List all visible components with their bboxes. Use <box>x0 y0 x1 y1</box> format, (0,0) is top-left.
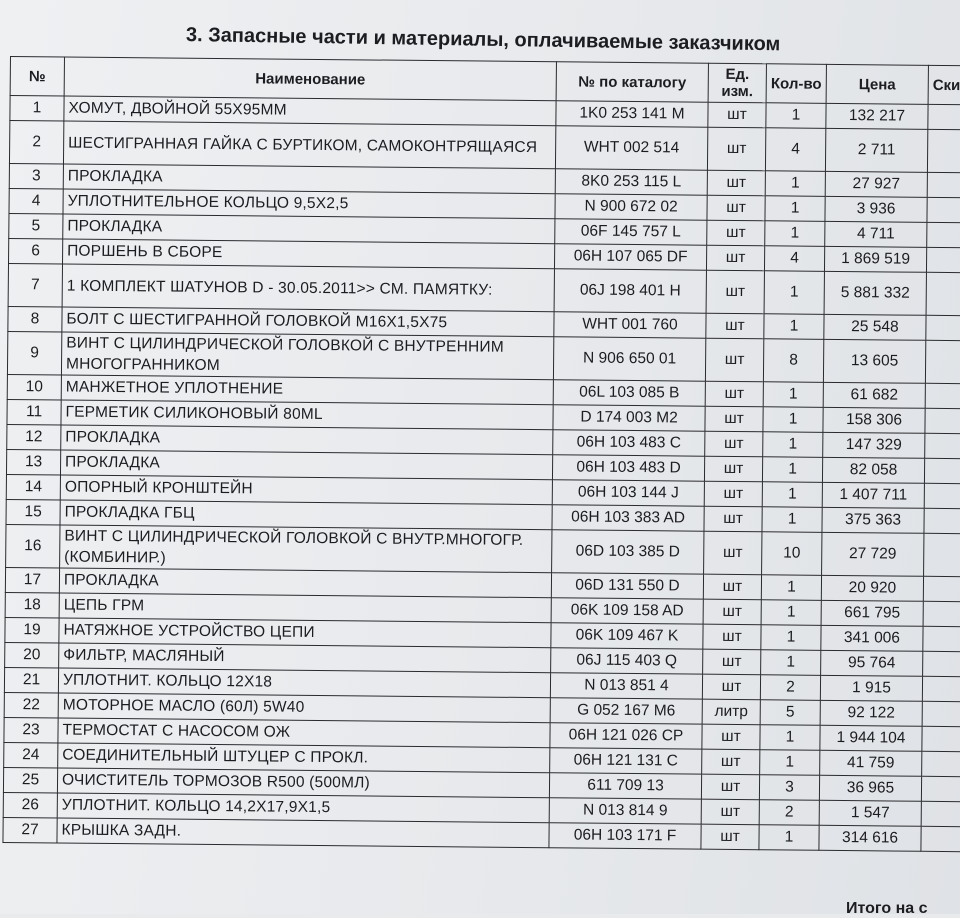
row-catalog: 06D 103 385 D <box>552 530 704 574</box>
row-name: ПРОКЛАДКА <box>63 214 555 244</box>
row-num: 25 <box>3 767 57 793</box>
row-discount <box>922 726 960 751</box>
row-price: 1 944 104 <box>820 725 922 751</box>
row-qty: 1 <box>763 432 823 458</box>
row-price: 20 920 <box>821 575 923 601</box>
row-discount <box>924 508 960 533</box>
row-discount <box>926 315 960 340</box>
row-qty: 1 <box>761 625 821 651</box>
row-discount <box>925 433 960 458</box>
row-num: 27 <box>3 817 57 843</box>
row-discount <box>925 408 960 433</box>
row-discount <box>921 826 960 851</box>
row-unit: шт <box>705 406 763 432</box>
table-body <box>3 96 960 852</box>
row-qty: 5 <box>760 700 820 726</box>
row-unit: шт <box>705 338 763 382</box>
row-name: УПЛОТНИТЕЛЬНОЕ КОЛЬЦО 9,5Х2,5 <box>63 189 555 219</box>
row-num: 2 <box>9 121 63 165</box>
row-qty: 1 <box>762 507 822 533</box>
row-qty: 1 <box>760 725 820 751</box>
row-num: 14 <box>6 474 60 500</box>
row-num: 12 <box>7 424 61 450</box>
row-catalog: 1K0 253 141 M <box>556 101 708 127</box>
row-catalog: 06H 103 483 C <box>553 430 705 456</box>
row-discount <box>924 533 960 576</box>
row-num: 18 <box>5 592 59 618</box>
row-qty: 4 <box>764 246 824 272</box>
row-discount <box>925 340 960 383</box>
header-qty: Кол-во <box>766 64 826 104</box>
row-discount <box>927 172 960 197</box>
row-num: 1 <box>10 96 64 122</box>
row-price: 41 759 <box>820 750 922 776</box>
row-price: 5 881 332 <box>824 271 926 315</box>
row-catalog: 06H 103 144 J <box>552 480 704 506</box>
row-catalog: 8K0 253 115 L <box>555 169 707 195</box>
row-unit: шт <box>705 381 763 407</box>
row-discount <box>922 701 960 726</box>
row-price: 27 927 <box>825 171 927 197</box>
row-unit: шт <box>702 749 760 775</box>
total-label: Итого на с <box>846 900 928 917</box>
header-unit: Ед. изм. <box>708 63 766 103</box>
row-name: ПРОКЛАДКА <box>60 450 552 480</box>
row-num: 21 <box>4 667 58 693</box>
row-price: 1 869 519 <box>824 246 926 272</box>
row-discount <box>928 104 960 129</box>
row-catalog: 06H 103 383 AD <box>552 505 704 531</box>
row-discount <box>923 626 960 651</box>
row-num: 24 <box>4 742 58 768</box>
row-name: ВИНТ С ЦИЛИНДРИЧЕСКОЙ ГОЛОВКОЙ С ВНУТРЕННИМ МНОГОГРАННИКОМ <box>61 332 553 380</box>
row-qty: 1 <box>763 382 823 408</box>
row-name: ШЕСТИГРАННАЯ ГАЙКА С БУРТИКОМ, САМОКОНТРЯЩАЯСЯ <box>63 121 555 169</box>
row-discount <box>924 458 960 483</box>
row-catalog: 06L 103 085 B <box>553 380 705 406</box>
row-num: 16 <box>6 524 60 568</box>
row-name: КРЫШКА ЗАДН. <box>57 818 549 848</box>
row-unit: шт <box>702 674 760 700</box>
row-price: 1 547 <box>819 800 921 826</box>
row-unit: шт <box>704 481 762 507</box>
row-num: 17 <box>5 567 59 593</box>
row-price: 92 122 <box>820 700 922 726</box>
row-catalog: N 900 672 02 <box>555 194 707 220</box>
row-unit: шт <box>703 574 761 600</box>
row-catalog: 06D 131 550 D <box>551 573 703 599</box>
row-catalog: N 013 814 9 <box>549 798 701 824</box>
row-price: 341 006 <box>821 625 923 651</box>
row-discount <box>923 576 960 601</box>
row-unit: шт <box>706 313 764 339</box>
section-title: 3. Запасные части и материалы, оплачиваемые заказчиком <box>185 24 781 56</box>
row-discount <box>924 483 960 508</box>
row-unit: шт <box>701 824 759 850</box>
row-qty: 1 <box>759 825 819 851</box>
row-name: ВИНТ С ЦИЛИНДРИЧЕСКОЙ ГОЛОВКОЙ С ВНУТР.МНОГОГР. (КОМБИНИР.) <box>60 525 552 573</box>
row-discount <box>922 751 960 776</box>
row-name: МОТОРНОЕ МАСЛО (60Л) 5W40 <box>58 693 550 723</box>
row-catalog: 06H 121 026 CP <box>550 723 702 749</box>
row-price: 1 915 <box>820 675 922 701</box>
row-qty: 1 <box>760 750 820 776</box>
row-num: 11 <box>7 399 61 425</box>
row-unit: литр <box>702 699 760 725</box>
row-num: 9 <box>7 331 61 375</box>
row-qty: 4 <box>765 128 825 172</box>
row-price: 132 217 <box>826 103 928 129</box>
row-name: ПОРШЕНЬ В СБОРЕ <box>63 239 555 269</box>
row-unit: шт <box>701 799 759 825</box>
row-price: 4 711 <box>825 221 927 247</box>
row-num: 7 <box>8 263 62 307</box>
row-qty: 1 <box>761 575 821 601</box>
row-qty: 1 <box>763 407 823 433</box>
row-name: ЦЕПЬ ГРМ <box>59 593 551 623</box>
row-catalog: D 174 003 M2 <box>553 405 705 431</box>
row-catalog: WHT 001 760 <box>554 312 706 338</box>
row-unit: шт <box>704 456 762 482</box>
row-qty: 2 <box>759 800 819 826</box>
row-qty: 1 <box>765 196 825 222</box>
row-catalog: 06H 107 065 DF <box>554 244 706 270</box>
row-qty: 10 <box>762 532 822 576</box>
row-discount <box>926 247 960 272</box>
row-price: 27 729 <box>822 532 924 576</box>
row-discount <box>923 601 960 626</box>
row-qty: 2 <box>760 675 820 701</box>
row-qty: 1 <box>764 271 824 315</box>
row-catalog: G 052 167 M6 <box>550 698 702 724</box>
row-catalog: 06K 109 158 AD <box>551 598 703 624</box>
row-num: 20 <box>5 642 59 668</box>
row-name: ПРОКЛАДКА <box>59 568 551 598</box>
row-catalog: 06K 109 467 K <box>551 623 703 649</box>
row-unit: шт <box>704 506 762 532</box>
row-price: 95 764 <box>821 650 923 676</box>
row-num: 19 <box>5 617 59 643</box>
row-num: 22 <box>4 692 58 718</box>
row-qty: 1 <box>764 314 824 340</box>
row-name: ТЕРМОСТАТ С НАСОСОМ ОЖ <box>58 718 550 748</box>
row-num: 26 <box>3 792 57 818</box>
row-unit: шт <box>706 245 764 271</box>
row-discount <box>921 801 960 826</box>
row-name: УПЛОТНИТ. КОЛЬЦО 14,2Х17,9Х1,5 <box>57 793 549 823</box>
row-name: НАТЯЖНОЕ УСТРОЙСТВО ЦЕПИ <box>59 618 551 648</box>
row-discount <box>927 197 960 222</box>
row-unit: шт <box>703 624 761 650</box>
header-name: Наименование <box>64 57 556 101</box>
row-discount <box>921 776 960 801</box>
row-unit: шт <box>707 195 765 221</box>
row-price: 36 965 <box>819 775 921 801</box>
row-catalog: 06H 121 131 C <box>550 748 702 774</box>
row-name: ОПОРНЫЙ КРОНШТЕЙН <box>60 475 552 505</box>
row-price: 13 605 <box>823 339 925 383</box>
row-catalog: 06H 103 483 D <box>552 455 704 481</box>
row-discount <box>926 272 960 315</box>
row-catalog: N 013 851 4 <box>550 673 702 699</box>
row-num: 13 <box>6 449 60 475</box>
row-name: БОЛТ С ШЕСТИГРАННОЙ ГОЛОВКОЙ М16Х1,5Х75 <box>62 307 554 337</box>
row-qty: 8 <box>763 339 823 383</box>
row-catalog: 06J 198 401 H <box>554 269 706 313</box>
row-price: 61 682 <box>823 382 925 408</box>
row-qty: 1 <box>761 650 821 676</box>
row-unit: шт <box>703 599 761 625</box>
row-price: 3 936 <box>825 196 927 222</box>
row-price: 314 616 <box>819 825 921 851</box>
row-num: 15 <box>6 499 60 525</box>
row-unit: шт <box>706 270 764 314</box>
row-num: 5 <box>9 213 63 239</box>
row-price: 25 548 <box>824 314 926 340</box>
row-catalog: WHT 002 514 <box>555 126 707 170</box>
row-unit: шт <box>701 774 759 800</box>
row-discount <box>927 222 960 247</box>
row-num: 8 <box>8 306 62 332</box>
row-qty: 1 <box>765 221 825 247</box>
header-num: № <box>10 57 64 97</box>
row-discount <box>923 651 960 676</box>
row-price: 375 363 <box>822 507 924 533</box>
row-unit: шт <box>707 127 765 171</box>
row-unit: шт <box>707 170 765 196</box>
row-discount <box>927 129 960 172</box>
row-price: 661 795 <box>821 600 923 626</box>
row-qty: 1 <box>766 103 826 129</box>
row-num: 4 <box>9 188 63 214</box>
row-unit: шт <box>704 531 762 575</box>
row-name: ПРОКЛАДКА <box>63 164 555 194</box>
header-discount: Ски <box>928 65 960 104</box>
row-num: 10 <box>7 374 61 400</box>
row-unit: шт <box>707 220 765 246</box>
row-qty: 1 <box>762 482 822 508</box>
row-unit: шт <box>705 431 763 457</box>
row-price: 158 306 <box>823 407 925 433</box>
row-name: МАНЖЕТНОЕ УПЛОТНЕНИЕ <box>61 375 553 405</box>
row-qty: 1 <box>762 457 822 483</box>
row-num: 3 <box>9 163 63 189</box>
row-price: 2 711 <box>825 128 927 172</box>
row-discount <box>925 383 960 408</box>
row-name: ПРОКЛАДКА ГБЦ <box>60 500 552 530</box>
row-catalog: 06J 115 403 Q <box>551 648 703 674</box>
row-qty: 3 <box>759 775 819 801</box>
row-catalog: 06F 145 757 L <box>555 219 707 245</box>
row-name: ФИЛЬТР, МАСЛЯНЫЙ <box>59 643 551 673</box>
header-catalog: № по каталогу <box>556 62 708 102</box>
header-price: Цена <box>826 64 928 104</box>
row-catalog: 611 709 13 <box>549 773 701 799</box>
row-unit: шт <box>703 649 761 675</box>
row-num: 23 <box>4 717 58 743</box>
row-num: 6 <box>9 238 63 264</box>
row-qty: 1 <box>765 171 825 197</box>
row-name: СОЕДИНИТЕЛЬНЫЙ ШТУЦЕР С ПРОКЛ. <box>58 743 550 773</box>
row-name: ГЕРМЕТИК СИЛИКОНОВЫЙ 80ML <box>61 400 553 430</box>
row-name: 1 КОМПЛЕКТ ШАТУНОВ D - 30.05.2011>> СМ. ПАМЯТКУ: <box>62 264 554 312</box>
row-unit: шт <box>708 102 766 128</box>
row-price: 1 407 711 <box>822 482 924 508</box>
row-name: ПРОКЛАДКА <box>61 425 553 455</box>
row-catalog: N 906 650 01 <box>553 337 705 381</box>
parts-table <box>2 56 960 852</box>
row-qty: 1 <box>761 600 821 626</box>
row-price: 82 058 <box>822 457 924 483</box>
row-name: УПЛОТНИТ. КОЛЬЦО 12Х18 <box>58 668 550 698</box>
row-name: ОЧИСТИТЕЛЬ ТОРМОЗОВ R500 (500МЛ) <box>57 768 549 798</box>
row-name: ХОМУТ, ДВОЙНОЙ 55Х95ММ <box>64 96 556 126</box>
row-catalog: 06H 103 171 F <box>549 823 701 849</box>
row-unit: шт <box>702 724 760 750</box>
row-price: 147 329 <box>823 432 925 458</box>
row-discount <box>922 676 960 701</box>
